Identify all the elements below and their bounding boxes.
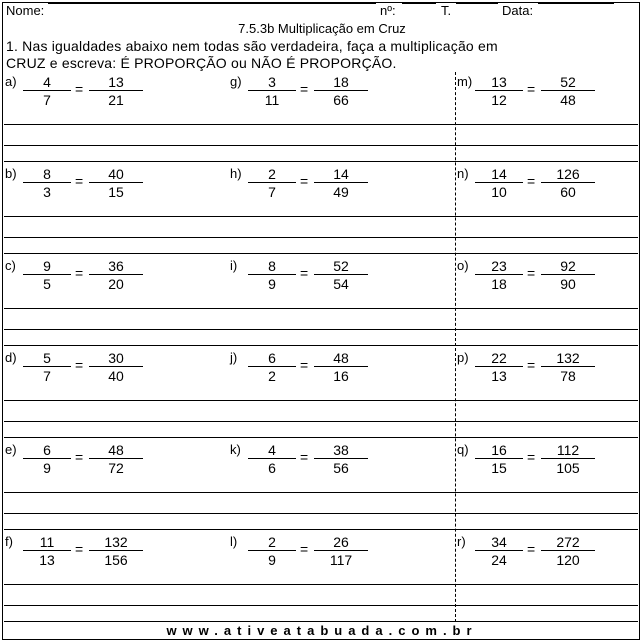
numerator: 52 [560, 74, 576, 90]
denominator: 13 [491, 368, 507, 384]
denominator: 7 [43, 368, 51, 384]
fraction-bar [314, 90, 368, 91]
fraction-bar [541, 550, 595, 551]
fraction-left [23, 534, 71, 568]
header [6, 3, 636, 19]
numerator: 30 [108, 350, 124, 366]
denominator: 48 [560, 92, 576, 108]
numerator: 40 [108, 166, 124, 182]
fraction-bar [541, 274, 595, 275]
problem-label: e) [5, 442, 17, 457]
problem-label: c) [5, 258, 16, 273]
numerator: 38 [333, 442, 349, 458]
numerator: 132 [104, 534, 128, 550]
numerator: 13 [108, 74, 124, 90]
proportion-problem [230, 442, 440, 476]
denominator: 2 [268, 368, 276, 384]
fraction-bar [314, 182, 368, 183]
numerator: 6 [268, 350, 276, 366]
equals-sign: = [75, 81, 84, 97]
proportion-problem [230, 166, 440, 200]
denominator: 7 [43, 92, 51, 108]
denominator: 117 [329, 552, 353, 568]
numerator: 8 [268, 258, 276, 274]
fraction-right [314, 350, 368, 384]
fraction-right [314, 166, 368, 200]
fraction-left [248, 534, 296, 568]
page-title: 7.5.3b Multiplicação em Cruz [238, 21, 406, 36]
proportion-problem [230, 350, 440, 384]
answer-line[interactable] [4, 145, 638, 146]
answer-line[interactable] [4, 421, 638, 422]
numerator: 18 [333, 74, 349, 90]
fraction-bar [541, 366, 595, 367]
equals-sign: = [300, 449, 309, 465]
answer-line[interactable] [4, 400, 638, 401]
fraction-bar [89, 366, 143, 367]
proportion-problem [5, 258, 215, 292]
fraction-bar [475, 366, 523, 367]
denominator: 13 [39, 552, 55, 568]
proportion-problem [5, 350, 215, 384]
numerator: 272 [556, 534, 580, 550]
numerator: 3 [268, 74, 276, 90]
numerator: 8 [43, 166, 51, 182]
problem-label: k) [230, 442, 241, 457]
instruction-line-1: 1. Nas igualdades abaixo nem todas são verdadeira, faça a multiplicação em [6, 38, 498, 54]
fraction-left [23, 350, 71, 384]
denominator: 6 [268, 460, 276, 476]
answer-line[interactable] [4, 437, 638, 438]
fraction-bar [314, 366, 368, 367]
denominator: 120 [556, 552, 580, 568]
denominator: 7 [268, 184, 276, 200]
problem-label: i) [230, 258, 238, 273]
equals-sign: = [527, 265, 536, 281]
fraction-left [475, 534, 523, 568]
class-field[interactable] [456, 3, 498, 4]
proportion-problem [230, 258, 440, 292]
fraction-right [541, 442, 595, 476]
fraction-bar [23, 458, 71, 459]
problem-label: q) [457, 442, 469, 457]
denominator: 66 [333, 92, 349, 108]
fraction-bar [89, 550, 143, 551]
denominator: 11 [264, 92, 280, 108]
fraction-bar [475, 458, 523, 459]
numerator: 22 [491, 350, 507, 366]
denominator: 156 [104, 552, 128, 568]
fraction-bar [23, 90, 71, 91]
problem-label: d) [5, 350, 17, 365]
fraction-left [475, 166, 523, 200]
denominator: 72 [108, 460, 124, 476]
fraction-right [541, 258, 595, 292]
fraction-bar [475, 274, 523, 275]
proportion-problem [457, 534, 644, 568]
fraction-right [89, 74, 143, 108]
fraction-bar [314, 550, 368, 551]
numerator: 132 [556, 350, 580, 366]
answer-line[interactable] [4, 308, 638, 309]
fraction-right [89, 258, 143, 292]
denominator: 21 [108, 92, 124, 108]
proportion-problem [457, 442, 644, 476]
problem-label: n) [457, 166, 469, 181]
equals-sign: = [300, 541, 309, 557]
fraction-left [23, 258, 71, 292]
numerator: 34 [491, 534, 507, 550]
fraction-bar [541, 458, 595, 459]
numerator: 5 [43, 350, 51, 366]
denominator: 105 [556, 460, 580, 476]
proportion-problem [457, 74, 644, 108]
fraction-bar [89, 274, 143, 275]
numerator: 14 [333, 166, 349, 182]
equals-sign: = [75, 449, 84, 465]
problem-label: l) [230, 534, 238, 549]
fraction-left [248, 166, 296, 200]
fraction-left [23, 166, 71, 200]
fraction-right [541, 534, 595, 568]
number-label: nº: [380, 3, 396, 18]
fraction-bar [248, 90, 296, 91]
number-field[interactable] [402, 3, 436, 4]
numerator: 6 [43, 442, 51, 458]
fraction-bar [23, 274, 71, 275]
fraction-bar [248, 366, 296, 367]
fraction-right [89, 534, 143, 568]
denominator: 15 [108, 184, 124, 200]
equals-sign: = [527, 541, 536, 557]
numerator: 52 [333, 258, 349, 274]
date-label: Data: [502, 3, 534, 18]
fraction-bar [475, 90, 523, 91]
proportion-problem [457, 166, 644, 200]
equals-sign: = [75, 541, 84, 557]
numerator: 11 [39, 534, 55, 550]
denominator: 12 [491, 92, 507, 108]
equals-sign: = [300, 265, 309, 281]
numerator: 92 [560, 258, 576, 274]
answer-line[interactable] [4, 329, 638, 330]
fraction-right [541, 74, 595, 108]
fraction-right [314, 534, 368, 568]
proportion-problem [5, 74, 215, 108]
fraction-right [314, 258, 368, 292]
denominator: 9 [268, 552, 276, 568]
proportion-problem [5, 534, 215, 568]
proportion-problem [230, 74, 440, 108]
instructions [6, 38, 636, 72]
answer-line[interactable] [4, 237, 638, 238]
equals-sign: = [75, 357, 84, 373]
answer-line[interactable] [4, 345, 638, 346]
denominator: 60 [560, 184, 576, 200]
denominator: 16 [333, 368, 349, 384]
equals-sign: = [527, 173, 536, 189]
fraction-left [23, 442, 71, 476]
fraction-bar [89, 458, 143, 459]
proportion-problem [230, 534, 440, 568]
denominator: 24 [491, 552, 507, 568]
date-field[interactable] [538, 3, 614, 4]
answer-line[interactable] [4, 513, 638, 514]
numerator: 13 [491, 74, 507, 90]
fraction-bar [248, 182, 296, 183]
answer-line[interactable] [4, 492, 638, 493]
fraction-bar [541, 182, 595, 183]
fraction-bar [248, 458, 296, 459]
problem-label: r) [457, 534, 466, 549]
problem-label: m) [457, 74, 473, 89]
answer-line[interactable] [4, 161, 638, 162]
numerator: 48 [333, 350, 349, 366]
denominator: 40 [108, 368, 124, 384]
fraction-right [314, 442, 368, 476]
fraction-bar [23, 182, 71, 183]
fraction-left [475, 74, 523, 108]
fraction-bar [248, 550, 296, 551]
problem-label: a) [5, 74, 17, 89]
problem-label: g) [230, 74, 242, 89]
denominator: 18 [491, 276, 507, 292]
answer-line[interactable] [4, 124, 638, 125]
problem-label: j) [230, 350, 238, 365]
fraction-left [475, 350, 523, 384]
equals-sign: = [300, 173, 309, 189]
name-label: Nome: [6, 3, 45, 18]
fraction-bar [23, 366, 71, 367]
denominator: 90 [560, 276, 576, 292]
denominator: 5 [43, 276, 51, 292]
problem-label: f) [5, 534, 13, 549]
denominator: 54 [333, 276, 349, 292]
name-field[interactable] [48, 3, 376, 4]
fraction-right [541, 350, 595, 384]
denominator: 49 [333, 184, 349, 200]
numerator: 2 [268, 166, 276, 182]
fraction-left [248, 258, 296, 292]
fraction-right [89, 166, 143, 200]
fraction-left [248, 350, 296, 384]
numerator: 23 [491, 258, 507, 274]
proportion-problem [5, 166, 215, 200]
fraction-bar [314, 274, 368, 275]
equals-sign: = [527, 449, 536, 465]
fraction-left [248, 74, 296, 108]
proportion-problem [457, 258, 644, 292]
numerator: 36 [108, 258, 124, 274]
fraction-left [248, 442, 296, 476]
numerator: 9 [43, 258, 51, 274]
fraction-right [314, 74, 368, 108]
answer-line[interactable] [4, 529, 638, 530]
answer-line[interactable] [4, 216, 638, 217]
fraction-left [23, 74, 71, 108]
proportion-problem [457, 350, 644, 384]
proportion-problem [5, 442, 215, 476]
denominator: 3 [43, 184, 51, 200]
fraction-right [89, 442, 143, 476]
denominator: 78 [560, 368, 576, 384]
fraction-left [475, 258, 523, 292]
answer-line[interactable] [4, 253, 638, 254]
answer-line[interactable] [4, 621, 638, 622]
problem-label: b) [5, 166, 17, 181]
equals-sign: = [527, 357, 536, 373]
class-label: T. [441, 3, 452, 18]
fraction-bar [475, 182, 523, 183]
numerator: 26 [333, 534, 349, 550]
numerator: 16 [491, 442, 507, 458]
numerator: 126 [556, 166, 580, 182]
equals-sign: = [300, 357, 309, 373]
fraction-right [541, 166, 595, 200]
numerator: 2 [268, 534, 276, 550]
problem-label: o) [457, 258, 469, 273]
answer-line[interactable] [4, 605, 638, 606]
instruction-line-2: CRUZ e escreva: É PROPORÇÃO ou NÃO É PROPORÇÃO. [6, 55, 397, 71]
fraction-bar [89, 90, 143, 91]
numerator: 48 [108, 442, 124, 458]
fraction-bar [475, 550, 523, 551]
equals-sign: = [75, 173, 84, 189]
fraction-bar [89, 182, 143, 183]
denominator: 20 [108, 276, 124, 292]
fraction-right [89, 350, 143, 384]
answer-line[interactable] [4, 584, 638, 585]
problem-label: p) [457, 350, 469, 365]
numerator: 112 [556, 442, 580, 458]
problem-label: h) [230, 166, 242, 181]
equals-sign: = [527, 81, 536, 97]
column-divider [455, 72, 456, 622]
fraction-bar [314, 458, 368, 459]
numerator: 4 [43, 74, 51, 90]
denominator: 15 [491, 460, 507, 476]
fraction-bar [248, 274, 296, 275]
denominator: 56 [333, 460, 349, 476]
equals-sign: = [75, 265, 84, 281]
fraction-bar [541, 90, 595, 91]
denominator: 9 [43, 460, 51, 476]
numerator: 14 [491, 166, 507, 182]
numerator: 4 [268, 442, 276, 458]
denominator: 9 [268, 276, 276, 292]
denominator: 10 [491, 184, 507, 200]
equals-sign: = [300, 81, 309, 97]
fraction-bar [23, 550, 71, 551]
fraction-left [475, 442, 523, 476]
footer-url: www.ativeatabuada.com.br [166, 623, 478, 638]
